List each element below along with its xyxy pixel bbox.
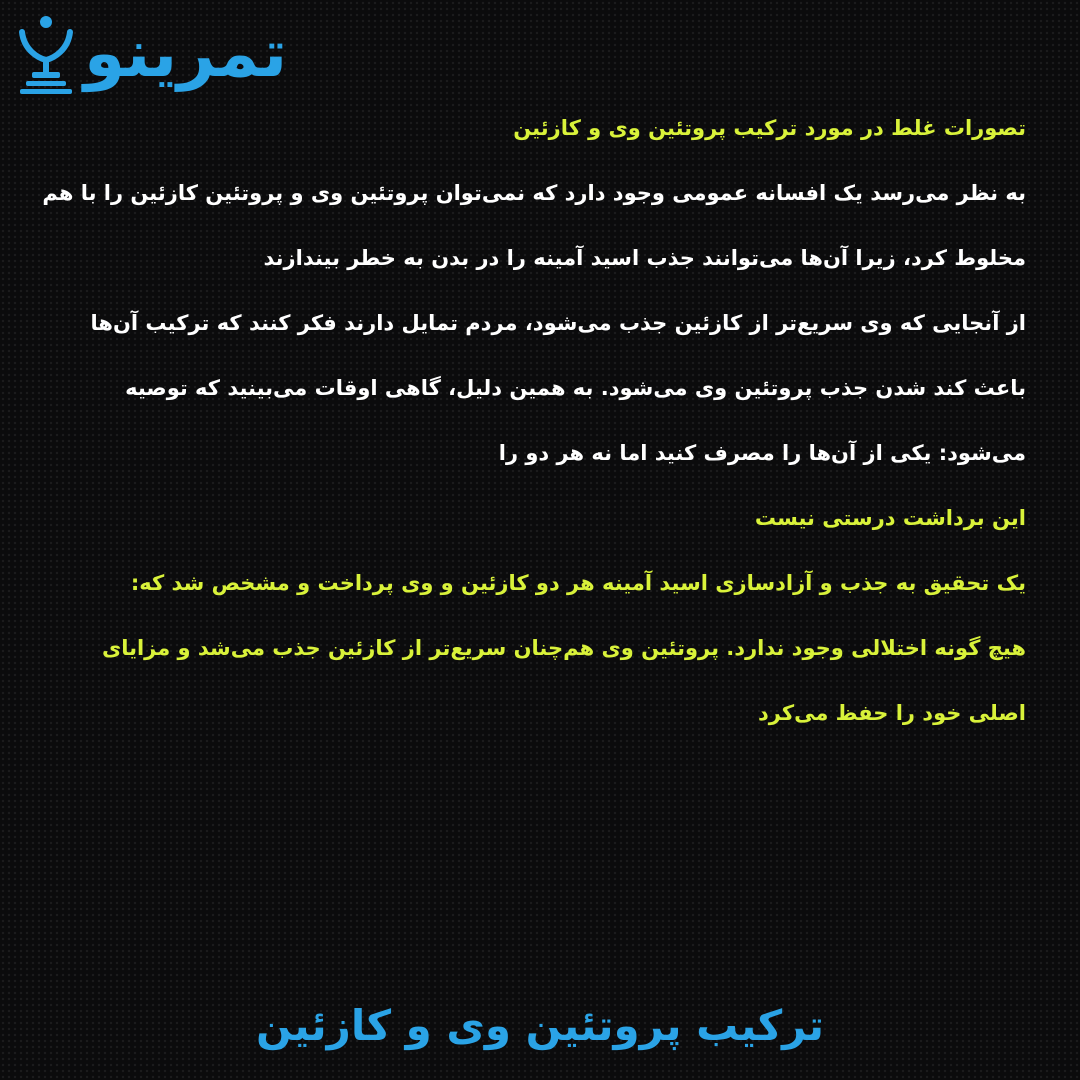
paragraph-line: باعث کند شدن جذب پروتئین وی می‌شود. به همین دلیل، گاهی اوقات می‌بینید که توصیه <box>125 376 1026 400</box>
paragraph-line: یک تحقیق به جذب و آزادسازی اسید آمینه هر دو کازئین و وی پرداخت و مشخص شد که: <box>130 571 1026 595</box>
brand-logo <box>14 14 287 94</box>
paragraph-line: به نظر می‌رسد یک افسانه عمومی وجود دارد که نمی‌توان پروتئین وی و پروتئین کازئین را با هم <box>42 181 1026 205</box>
paragraph-line: مخلوط کرد، زیرا آن‌ها می‌توانند جذب اسید آمینه را در بدن به خطر بیندازند <box>263 246 1026 270</box>
paragraph-line: می‌شود: یکی از آن‌ها را مصرف کنید اما نه هر دو را <box>498 441 1026 465</box>
paragraph-line: اصلی خود را حفظ می‌کرد <box>758 701 1026 725</box>
paragraph-1 <box>42 161 1026 291</box>
article <box>42 96 1026 746</box>
paragraph-2 <box>46 291 1026 486</box>
footer-caption: ترکیب پروتئین وی و کازئین <box>255 1001 825 1050</box>
brand-name: تمرینو <box>84 15 288 92</box>
trophy-cup-icon <box>14 14 78 94</box>
paragraph-line: هیچ گونه اختلالی وجود ندارد. پروتئین وی هم‌چنان سریع‌تر از کازئین جذب می‌شد و مزایای <box>101 636 1026 660</box>
verdict-heading: این برداشت درستی نیست <box>754 506 1026 530</box>
paragraph-line: از آنجایی که وی سریع‌تر از کازئین جذب می‌شود، مردم تمایل دارند فکر کنند که ترکیب آن‌ها <box>90 311 1026 335</box>
paragraph-3 <box>46 551 1026 746</box>
article-title: تصورات غلط در مورد ترکیب پروتئین وی و کازئین <box>513 116 1026 140</box>
